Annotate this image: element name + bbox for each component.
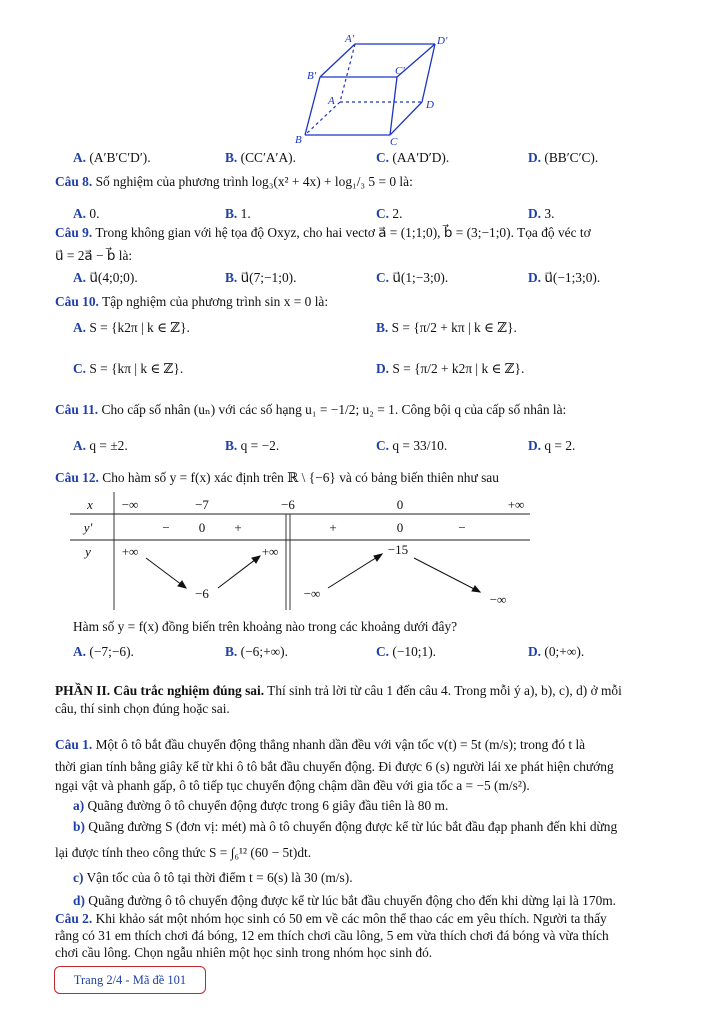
table-yp-label: y′ — [83, 520, 93, 535]
q8-stem: Câu 8. Số nghiệm của phương trình log₃(x² + 4x) + log₁/₃ 5 = 0 là: — [55, 174, 413, 189]
p2q1-statement-b[interactable]: b) Quãng đường S (đơn vị: mét) mà ô tô chuyển động được kể từ lúc bắt đầu đạp phanh đến khi dừng — [73, 819, 618, 834]
q8-option-c[interactable]: C. 2. — [376, 206, 403, 221]
table-yp-4: 0 — [396, 520, 404, 535]
p2q2-line1: Câu 2. Khi khảo sát một nhóm học sinh có 50 em về các môn thể thao các em yêu thích. Người ta thấy — [55, 911, 607, 926]
q7-option-b[interactable]: B. (CC′A′A). — [225, 150, 296, 165]
part2-intro-line1: PHẦN II. Câu trắc nghiệm đúng sai. Thí sinh trả lời từ câu 1 đến câu 4. Trong mỗi ý a), b), c), d) ở mỗi — [55, 683, 622, 698]
table-yp-1: 0 — [198, 520, 206, 535]
table-yp-0: − — [162, 520, 170, 535]
table-yp-5: − — [458, 520, 466, 535]
label-c: C — [390, 136, 398, 148]
q9-option-a[interactable]: A. u⃗(4;0;0). — [73, 270, 138, 285]
table-x-2: −6 — [281, 497, 295, 512]
table-y-3: −∞ — [303, 586, 321, 601]
table-x-4: +∞ — [507, 497, 525, 512]
q11-option-d[interactable]: D. q = 2. — [528, 438, 576, 453]
table-yp-2: + — [234, 520, 242, 535]
table-yp-3: + — [329, 520, 337, 535]
label-c-prime: C' — [395, 65, 405, 77]
page-footer: Trang 2/4 - Mã đề 101 — [54, 966, 206, 994]
label-a: A — [328, 95, 335, 107]
table-x-0: −∞ — [121, 497, 139, 512]
variation-table — [70, 492, 532, 610]
q8-option-b[interactable]: B. 1. — [225, 206, 251, 221]
q9-option-c[interactable]: C. u⃗(1;−3;0). — [376, 270, 449, 285]
table-x-3: 0 — [396, 497, 404, 512]
label-a-prime: A' — [345, 33, 355, 45]
label-d: D — [426, 99, 434, 111]
q8-option-a[interactable]: A. 0. — [73, 206, 100, 221]
q12-option-d[interactable]: D. (0;+∞). — [528, 644, 585, 659]
q10-option-d[interactable]: D. S = {π/2 + k2π | k ∈ ℤ}. — [376, 361, 525, 376]
label-b-prime: B' — [307, 70, 317, 82]
q12-stem: Câu 12. Cho hàm số y = f(x) xác định trên ℝ \ {−6} và có bảng biến thiên như sau — [55, 470, 499, 485]
label-d-prime: D' — [437, 35, 448, 47]
q9-stem-line2: u⃗ = 2a⃗ − b⃗ là: — [55, 248, 133, 263]
parallelepiped-figure — [285, 32, 455, 150]
q11-option-c[interactable]: C. q = 33/10. — [376, 438, 448, 453]
table-x-1: −7 — [195, 497, 209, 512]
p2q2-line3: chơi cầu lông. Chọn ngẫu nhiên một học sinh trong nhóm học sinh đó. — [55, 945, 433, 960]
part2-intro-line2: câu, thí sinh chọn đúng hoặc sai. — [55, 701, 230, 716]
p2q1-statement-d[interactable]: d) Quãng đường ô tô chuyển động được kể từ lúc bắt đầu chuyển động cho đến khi dừng lại là 170m. — [73, 893, 617, 908]
p2q1-statement-c[interactable]: c) Vận tốc của ô tô tại thời điểm t = 6(s) là 30 (m/s). — [73, 870, 353, 885]
q9-stem-line1: Câu 9. Trong không gian với hệ tọa độ Oxyz, cho hai vectơ a⃗ = (1;1;0), b⃗ = (3;−1;0). Tọa độ véc tơ — [55, 225, 591, 240]
table-y-1: −6 — [195, 586, 209, 601]
p2q1-line2: thời gian tính bằng giây kể từ khi ô tô bắt đầu chuyển động. Đi được 6 (s) người lái xe phát hiện chướng — [55, 759, 614, 774]
q12-option-c[interactable]: C. (−10;1). — [376, 644, 437, 659]
table-y-4: −15 — [387, 542, 409, 557]
q12-option-b[interactable]: B. (−6;+∞). — [225, 644, 288, 659]
p2q1-statement-a[interactable]: a) Quãng đường ô tô chuyển động được trong 6 giây đầu tiên là 80 m. — [73, 798, 449, 813]
q10-stem: Câu 10. Tập nghiệm của phương trình sin x = 0 là: — [55, 294, 329, 309]
q12-option-a[interactable]: A. (−7;−6). — [73, 644, 134, 659]
q10-option-a[interactable]: A. S = {k2π | k ∈ ℤ}. — [73, 320, 190, 335]
q10-option-b[interactable]: B. S = {π/2 + kπ | k ∈ ℤ}. — [376, 320, 517, 335]
p2q1-line1: Câu 1. Một ô tô bắt đầu chuyển động thẳng nhanh dần đều với vận tốc v(t) = 5t (m/s); trong đó t là — [55, 737, 586, 752]
label-b: B — [295, 134, 302, 146]
q11-option-a[interactable]: A. q = ±2. — [73, 438, 128, 453]
q11-option-b[interactable]: B. q = −2. — [225, 438, 280, 453]
q12-question: Hàm số y = f(x) đồng biến trên khoảng nào trong các khoảng dưới đây? — [73, 619, 458, 634]
table-y-0: +∞ — [121, 544, 139, 559]
q9-option-b[interactable]: B. u⃗(7;−1;0). — [225, 270, 297, 285]
q7-option-d[interactable]: D. (BB′C′C). — [528, 150, 599, 165]
q10-option-c[interactable]: C. S = {kπ | k ∈ ℤ}. — [73, 361, 184, 376]
q8-option-d[interactable]: D. 3. — [528, 206, 555, 221]
q9-option-d[interactable]: D. u⃗(−1;3;0). — [528, 270, 601, 285]
table-y-2: +∞ — [261, 544, 279, 559]
q11-stem: Câu 11. Cho cấp số nhân (uₙ) với các số hạng u₁ = −1/2; u₂ = 1. Công bội q của cấp số nhân là: — [55, 402, 567, 417]
table-y-label: y — [85, 544, 91, 559]
p2q1-line3: ngại vật và phanh gấp, ô tô tiếp tục chuyển động chậm dần đều với gia tốc a = −5 (m/s²). — [55, 778, 530, 793]
table-x-label: x — [87, 497, 93, 512]
p2q1-statement-b-formula: lại được tính theo công thức S = ∫₆¹² (60 − 5t)dt. — [55, 845, 312, 860]
table-y-5: −∞ — [489, 592, 507, 607]
q7-option-a[interactable]: A. (A′B′C′D′). — [73, 150, 151, 165]
q7-option-c[interactable]: C. (AA′D′D). — [376, 150, 450, 165]
p2q2-line2: rằng có 31 em thích chơi đá bóng, 12 em thích chơi cầu lông, 5 em vừa thích chơi đá bóng và vừa thích — [55, 928, 609, 943]
